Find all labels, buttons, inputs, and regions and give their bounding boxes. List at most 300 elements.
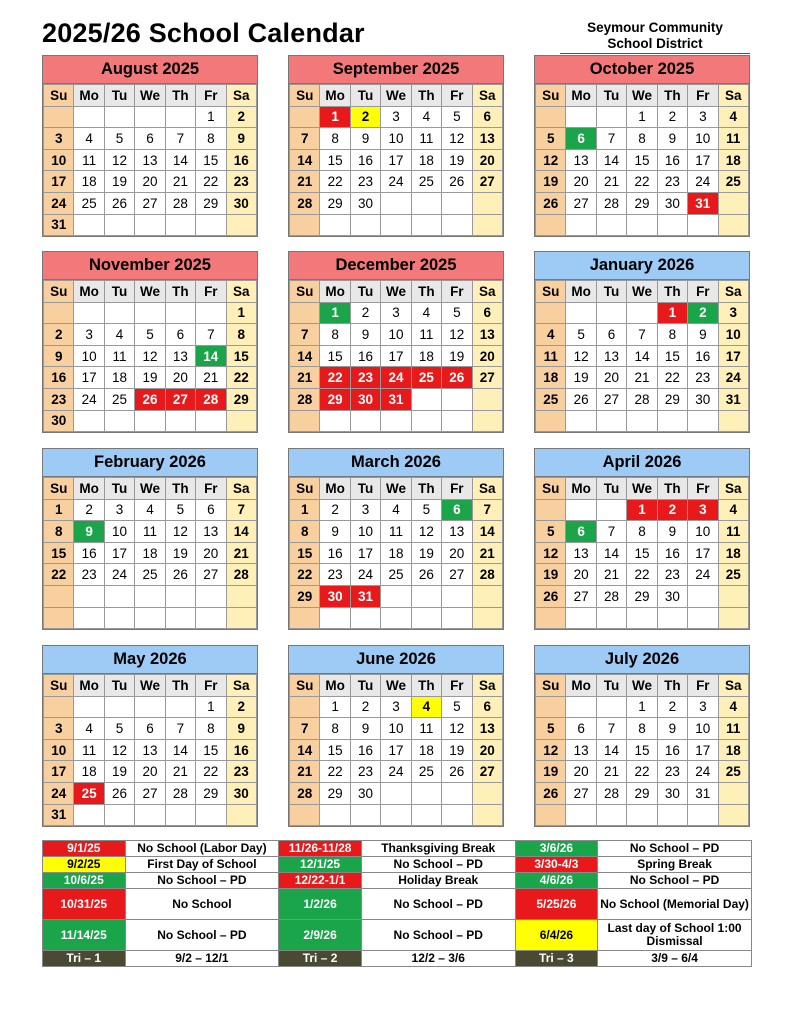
empty-cell [74,106,104,128]
day-cell: 14 [596,739,626,761]
empty-cell [442,192,472,214]
empty-cell [135,302,165,324]
empty-cell [472,192,502,214]
day-cell: 8 [226,324,256,346]
empty-cell [135,804,165,826]
empty-cell [657,804,687,826]
day-cell: 21 [290,367,320,389]
day-cell: 5 [104,718,134,740]
day-cell: 10 [688,521,718,543]
empty-cell [536,302,566,324]
weekday-header: Su [290,281,320,303]
day-cell: 30 [226,782,256,804]
empty-cell [196,302,226,324]
day-cell: 20 [472,739,502,761]
legend-date: 9/1/25 [43,841,126,857]
day-cell: 11 [718,718,748,740]
day-cell: 19 [442,739,472,761]
empty-cell [472,585,502,607]
day-cell: 16 [657,739,687,761]
day-cell: 19 [442,345,472,367]
empty-cell [718,192,748,214]
day-cell: 29 [657,388,687,410]
empty-cell [320,410,350,432]
empty-cell [442,804,472,826]
empty-cell [718,607,748,629]
empty-cell [44,607,74,629]
day-cell: 8 [320,718,350,740]
day-cell: 11 [74,149,104,171]
day-cell: 4 [74,128,104,150]
day-cell: 9 [320,521,350,543]
legend-date: 11/26-11/28 [279,841,362,857]
empty-cell [566,804,596,826]
empty-cell [196,410,226,432]
day-cell: 10 [381,718,411,740]
legend-description: 3/9 – 6/4 [598,951,752,967]
day-cell: 28 [196,388,226,410]
legend-row [43,873,752,889]
legend-description: No School – PD [361,889,515,920]
day-cell: 17 [381,345,411,367]
empty-cell [411,388,441,410]
day-cell: 22 [226,367,256,389]
day-cell: 5 [566,324,596,346]
legend-date: 10/6/25 [43,873,126,889]
weekday-header: We [381,281,411,303]
month-title: September 2025 [289,56,503,84]
weekday-header: Su [290,675,320,697]
day-cell: 25 [74,782,104,804]
empty-cell [596,410,626,432]
day-cell: 22 [627,171,657,193]
empty-cell [196,585,226,607]
weekday-header: Mo [74,478,104,500]
day-cell: 20 [472,149,502,171]
day-cell: 27 [442,564,472,586]
weekday-header: Su [536,281,566,303]
day-cell: 6 [566,718,596,740]
empty-cell [135,585,165,607]
legend-description: No School – PD [125,873,279,889]
day-cell: 8 [320,128,350,150]
day-cell: 1 [226,302,256,324]
day-cell: 23 [688,367,718,389]
day-cell: 14 [165,149,195,171]
legend-row [43,841,752,857]
weekday-header: We [135,281,165,303]
month-calendar [534,251,750,433]
day-cell: 2 [350,302,380,324]
weekday-header: We [135,85,165,107]
day-cell: 30 [350,782,380,804]
empty-cell [196,804,226,826]
day-cell: 7 [627,324,657,346]
weekday-header: Fr [442,85,472,107]
day-cell: 24 [381,761,411,783]
day-cell: 18 [135,542,165,564]
day-cell: 11 [718,128,748,150]
day-cell: 24 [688,564,718,586]
day-cell: 26 [536,782,566,804]
day-cell: 15 [196,149,226,171]
empty-cell [536,499,566,521]
empty-cell [381,782,411,804]
empty-cell [135,106,165,128]
empty-cell [74,302,104,324]
day-cell: 25 [411,367,441,389]
day-cell: 22 [320,171,350,193]
empty-cell [74,585,104,607]
weekday-header: Tu [104,281,134,303]
day-cell: 12 [104,149,134,171]
empty-cell [411,214,441,236]
day-cell: 21 [596,171,626,193]
empty-cell [290,804,320,826]
day-cell: 2 [657,106,687,128]
month-calendar [288,55,504,237]
day-cell: 6 [442,499,472,521]
legend-description: 12/2 – 3/6 [361,951,515,967]
day-cell: 27 [135,192,165,214]
day-cell: 13 [472,718,502,740]
empty-cell [104,214,134,236]
day-cell: 9 [226,128,256,150]
day-cell: 29 [320,388,350,410]
day-cell: 27 [566,782,596,804]
day-cell: 18 [411,345,441,367]
day-cell: 25 [104,388,134,410]
weekday-header: Su [44,281,74,303]
weekday-header: Th [165,478,195,500]
day-cell: 17 [718,345,748,367]
day-cell: 11 [411,128,441,150]
day-cell: 22 [320,761,350,783]
day-cell: 21 [196,367,226,389]
day-cell: 19 [135,367,165,389]
day-cell: 10 [381,128,411,150]
empty-cell [44,106,74,128]
weekday-header: Fr [688,675,718,697]
day-cell: 20 [566,761,596,783]
day-cell: 11 [74,739,104,761]
day-cell: 19 [104,171,134,193]
day-cell: 25 [74,192,104,214]
month-calendar [288,448,504,630]
day-cell: 20 [566,171,596,193]
day-cell: 16 [350,149,380,171]
day-cell: 11 [411,718,441,740]
day-cell: 10 [688,128,718,150]
weekday-header: Mo [320,85,350,107]
day-cell: 17 [688,149,718,171]
day-cell: 31 [381,388,411,410]
day-cell: 21 [596,564,626,586]
day-cell: 7 [290,718,320,740]
empty-cell [381,607,411,629]
day-cell: 6 [566,521,596,543]
weekday-header: Fr [196,675,226,697]
legend-date: Tri – 2 [279,951,362,967]
day-cell: 18 [411,739,441,761]
day-cell: 27 [566,192,596,214]
day-cell: 14 [290,345,320,367]
weekday-header: Sa [226,281,256,303]
day-cell: 15 [290,542,320,564]
day-cell: 15 [657,345,687,367]
day-cell: 16 [226,739,256,761]
day-cell: 6 [566,128,596,150]
empty-cell [320,214,350,236]
empty-cell [442,782,472,804]
day-cell: 30 [657,192,687,214]
day-cell: 1 [320,106,350,128]
weekday-header: Su [44,675,74,697]
day-cell: 9 [350,128,380,150]
weekday-header: Mo [566,478,596,500]
day-cell: 22 [627,761,657,783]
day-cell: 20 [596,367,626,389]
month-title: May 2026 [43,646,257,674]
legend-description: Last day of School 1:00 Dismissal [598,920,752,951]
weekday-header: Sa [226,675,256,697]
day-cell: 6 [472,302,502,324]
day-cell: 7 [596,718,626,740]
legend-date: 12/1/25 [279,857,362,873]
day-cell: 14 [290,739,320,761]
day-cell: 12 [442,718,472,740]
weekday-header: We [627,675,657,697]
empty-cell [165,410,195,432]
day-cell: 13 [135,739,165,761]
weekday-header: Mo [74,85,104,107]
day-cell: 16 [657,542,687,564]
legend-description: No School – PD [598,873,752,889]
day-cell: 30 [350,388,380,410]
month-title: June 2026 [289,646,503,674]
day-cell: 30 [226,192,256,214]
empty-cell [411,410,441,432]
day-cell: 3 [718,302,748,324]
empty-cell [135,607,165,629]
empty-cell [290,106,320,128]
month-title: February 2026 [43,449,257,477]
day-cell: 21 [165,171,195,193]
empty-cell [290,410,320,432]
empty-cell [350,410,380,432]
weekday-header: Th [657,281,687,303]
day-cell: 9 [350,324,380,346]
day-cell: 21 [290,171,320,193]
day-cell: 24 [381,171,411,193]
day-cell: 4 [411,106,441,128]
day-cell: 31 [44,804,74,826]
empty-cell [566,410,596,432]
empty-cell [442,585,472,607]
day-cell: 7 [596,128,626,150]
day-cell: 11 [718,521,748,543]
day-cell: 23 [657,761,687,783]
empty-cell [290,214,320,236]
day-cell: 12 [104,739,134,761]
empty-cell [566,106,596,128]
day-cell: 4 [411,696,441,718]
day-cell: 13 [566,149,596,171]
day-cell: 17 [44,171,74,193]
empty-cell [104,302,134,324]
weekday-header: Mo [320,478,350,500]
day-cell: 9 [350,718,380,740]
day-cell: 25 [718,564,748,586]
day-cell: 30 [350,192,380,214]
day-cell: 4 [536,324,566,346]
day-cell: 19 [536,171,566,193]
day-cell: 7 [165,128,195,150]
day-cell: 5 [536,128,566,150]
day-cell: 17 [688,739,718,761]
empty-cell [627,214,657,236]
day-cell: 5 [536,718,566,740]
day-cell: 2 [226,696,256,718]
weekday-header: Sa [718,281,748,303]
legend-description: No School (Labor Day) [125,841,279,857]
empty-cell [688,607,718,629]
weekday-header: We [627,85,657,107]
day-cell: 9 [657,718,687,740]
day-cell: 2 [74,499,104,521]
day-cell: 19 [536,564,566,586]
weekday-header: We [135,675,165,697]
weekday-header: Sa [718,85,748,107]
day-cell: 17 [74,367,104,389]
day-cell: 26 [104,782,134,804]
day-cell: 23 [350,171,380,193]
legend-description: No School – PD [125,920,279,951]
empty-cell [442,214,472,236]
legend-date: 1/2/26 [279,889,362,920]
day-cell: 16 [688,345,718,367]
day-cell: 4 [74,718,104,740]
empty-cell [350,804,380,826]
legend-date: Tri – 1 [43,951,126,967]
day-cell: 16 [350,345,380,367]
weekday-header: Th [165,675,195,697]
day-cell: 12 [135,345,165,367]
weekday-header: Mo [320,675,350,697]
legend-date: 3/30-4/3 [515,857,598,873]
day-cell: 15 [627,149,657,171]
day-cell: 23 [320,564,350,586]
day-cell: 8 [627,128,657,150]
weekday-header: Th [411,675,441,697]
day-cell: 23 [226,171,256,193]
weekday-header: Su [536,675,566,697]
weekday-header: Tu [596,85,626,107]
empty-cell [566,499,596,521]
day-cell: 21 [472,542,502,564]
empty-cell [196,214,226,236]
day-cell: 3 [44,128,74,150]
day-cell: 10 [44,149,74,171]
day-cell: 6 [196,499,226,521]
day-cell: 25 [135,564,165,586]
weekday-header: Mo [320,281,350,303]
weekday-header: Mo [566,675,596,697]
day-cell: 26 [536,585,566,607]
day-cell: 30 [44,410,74,432]
empty-cell [472,804,502,826]
legend-description: No School – PD [361,920,515,951]
empty-cell [44,696,74,718]
empty-cell [688,804,718,826]
day-cell: 22 [196,171,226,193]
day-cell: 29 [196,192,226,214]
weekday-header: Su [290,85,320,107]
weekday-header: Fr [196,85,226,107]
empty-cell [104,585,134,607]
day-cell: 20 [196,542,226,564]
empty-cell [627,410,657,432]
empty-cell [566,302,596,324]
empty-cell [627,302,657,324]
legend-description: No School – PD [598,841,752,857]
day-cell: 12 [165,521,195,543]
day-cell: 28 [596,192,626,214]
day-cell: 22 [290,564,320,586]
month-title: July 2026 [535,646,749,674]
empty-cell [472,782,502,804]
weekday-header: Tu [350,85,380,107]
empty-cell [165,214,195,236]
empty-cell [657,607,687,629]
empty-cell [381,410,411,432]
day-cell: 17 [350,542,380,564]
empty-cell [226,214,256,236]
day-cell: 19 [165,542,195,564]
day-cell: 4 [381,499,411,521]
legend-row [43,857,752,873]
day-cell: 11 [411,324,441,346]
day-cell: 20 [472,345,502,367]
day-cell: 24 [688,761,718,783]
day-cell: 1 [320,696,350,718]
day-cell: 2 [226,106,256,128]
day-cell: 1 [627,106,657,128]
empty-cell [381,214,411,236]
day-cell: 12 [536,542,566,564]
day-cell: 29 [320,782,350,804]
day-cell: 19 [442,149,472,171]
empty-cell [536,804,566,826]
day-cell: 27 [596,388,626,410]
weekday-header: Tu [596,478,626,500]
day-cell: 29 [196,782,226,804]
day-cell: 26 [165,564,195,586]
weekday-header: Th [657,478,687,500]
day-cell: 13 [442,521,472,543]
day-cell: 18 [74,171,104,193]
day-cell: 30 [657,782,687,804]
legend-row [43,920,752,951]
day-cell: 7 [472,499,502,521]
day-cell: 21 [596,761,626,783]
day-cell: 4 [135,499,165,521]
day-cell: 3 [44,718,74,740]
day-cell: 22 [196,761,226,783]
day-cell: 28 [627,388,657,410]
weekday-header: Su [536,478,566,500]
day-cell: 3 [381,302,411,324]
